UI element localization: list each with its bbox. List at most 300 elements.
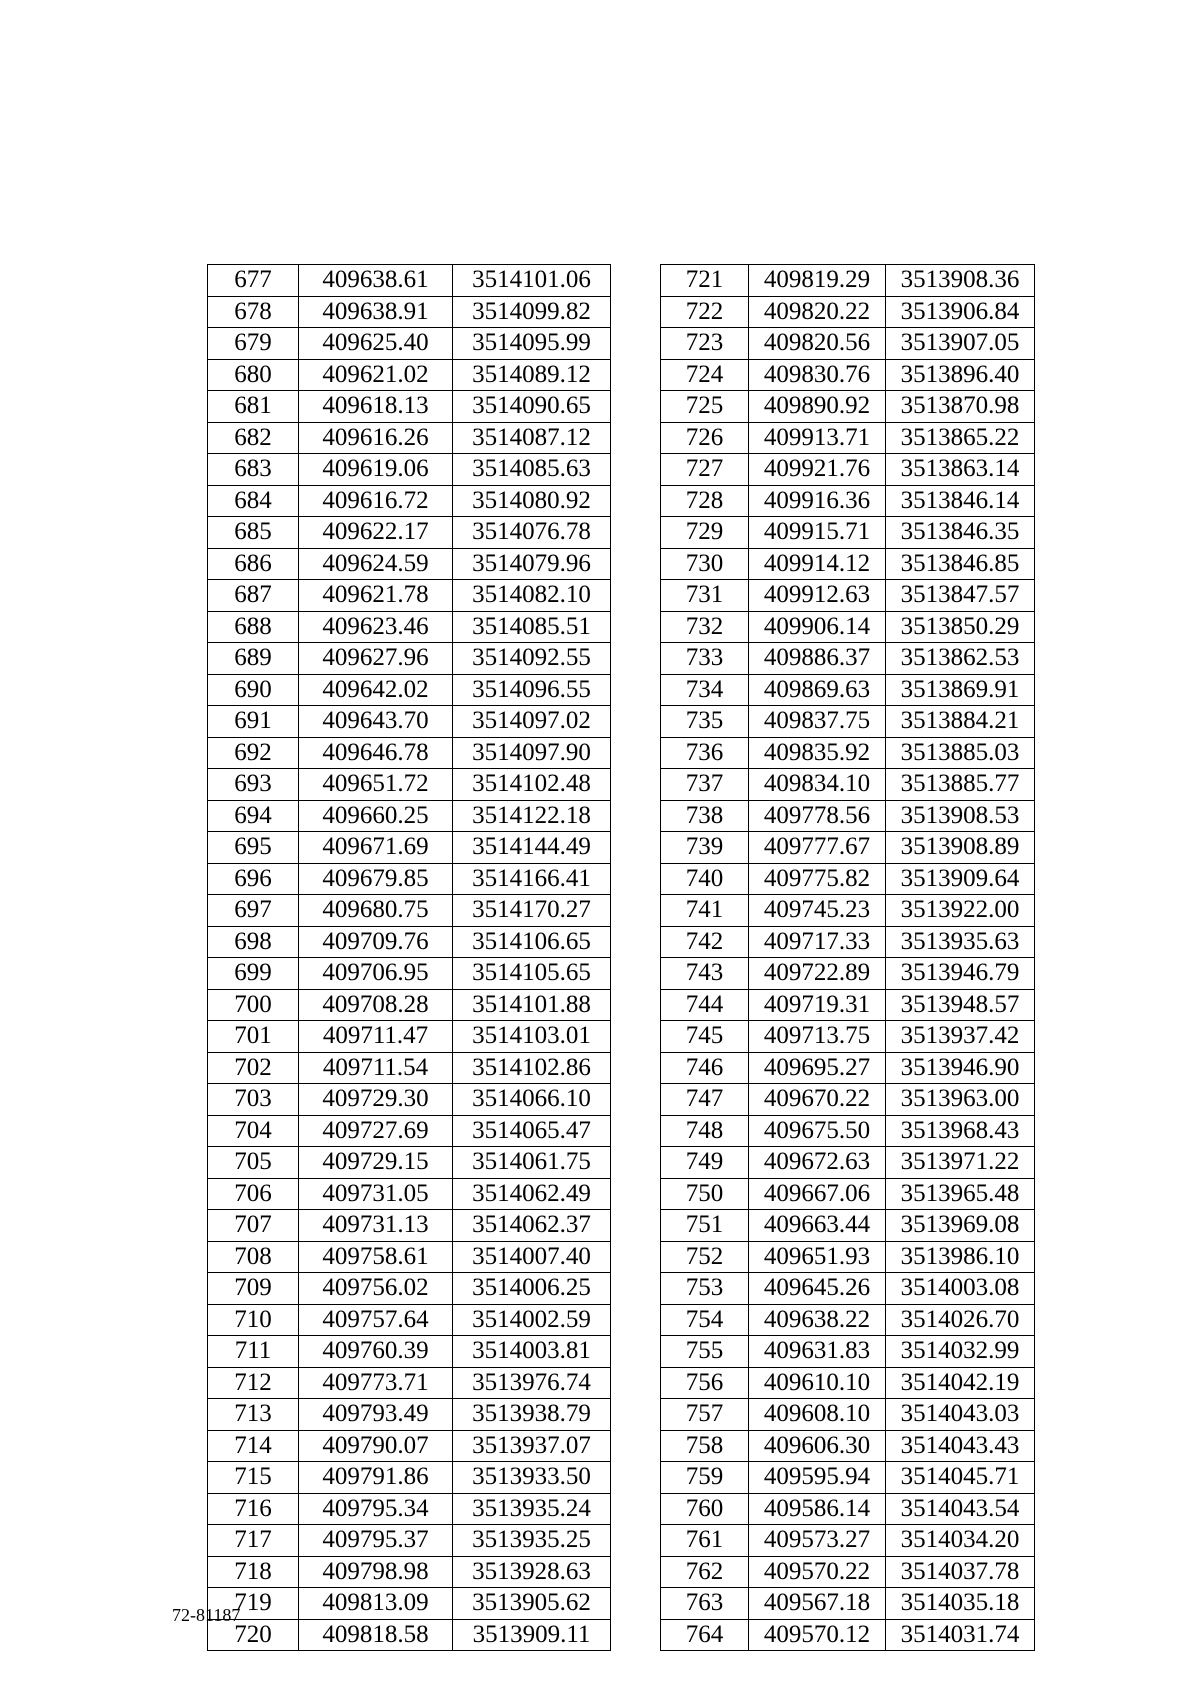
y-coordinate-cell: 3514066.10 (453, 1084, 611, 1116)
point-number-cell: 730 (661, 548, 749, 580)
y-coordinate-cell: 3514065.47 (453, 1115, 611, 1147)
x-coordinate-cell: 409573.27 (749, 1525, 886, 1557)
x-coordinate-cell: 409916.36 (749, 485, 886, 517)
x-coordinate-cell: 409757.64 (299, 1304, 453, 1336)
table-row (661, 422, 1035, 454)
x-coordinate-cell: 409567.18 (749, 1588, 886, 1620)
point-number-cell: 677 (208, 265, 299, 297)
point-number-cell: 735 (661, 706, 749, 738)
table-row (661, 643, 1035, 675)
y-coordinate-cell: 3513948.57 (886, 989, 1035, 1021)
y-coordinate-cell: 3513928.63 (453, 1556, 611, 1588)
table-row (208, 1147, 611, 1179)
table-row (208, 1525, 611, 1557)
y-coordinate-cell: 3513946.79 (886, 958, 1035, 990)
table-row (661, 1052, 1035, 1084)
y-coordinate-cell: 3513907.05 (886, 328, 1035, 360)
table-row (661, 926, 1035, 958)
y-coordinate-cell: 3514042.19 (886, 1367, 1035, 1399)
table-row (661, 674, 1035, 706)
x-coordinate-cell: 409621.78 (299, 580, 453, 612)
x-coordinate-cell: 409906.14 (749, 611, 886, 643)
point-number-cell: 691 (208, 706, 299, 738)
point-number-cell: 700 (208, 989, 299, 1021)
x-coordinate-cell: 409627.96 (299, 643, 453, 675)
y-coordinate-cell: 3514079.96 (453, 548, 611, 580)
point-number-cell: 690 (208, 674, 299, 706)
table-row (661, 1021, 1035, 1053)
x-coordinate-cell: 409729.30 (299, 1084, 453, 1116)
table-row (661, 1304, 1035, 1336)
table-row (661, 1115, 1035, 1147)
y-coordinate-cell: 3513847.57 (886, 580, 1035, 612)
x-coordinate-cell: 409915.71 (749, 517, 886, 549)
point-number-cell: 681 (208, 391, 299, 423)
table-row (661, 1462, 1035, 1494)
table-row (208, 1588, 611, 1620)
point-number-cell: 743 (661, 958, 749, 990)
x-coordinate-cell: 409651.72 (299, 769, 453, 801)
point-number-cell: 688 (208, 611, 299, 643)
table-body (208, 265, 611, 1651)
table-row (208, 706, 611, 738)
x-coordinate-cell: 409819.29 (749, 265, 886, 297)
x-coordinate-cell: 409818.58 (299, 1619, 453, 1651)
x-coordinate-cell: 409813.09 (299, 1588, 453, 1620)
y-coordinate-cell: 3514102.48 (453, 769, 611, 801)
point-number-cell: 702 (208, 1052, 299, 1084)
table-row (208, 737, 611, 769)
point-number-cell: 692 (208, 737, 299, 769)
point-number-cell: 733 (661, 643, 749, 675)
x-coordinate-cell: 409586.14 (749, 1493, 886, 1525)
table-row (661, 485, 1035, 517)
point-number-cell: 683 (208, 454, 299, 486)
table-row (661, 1619, 1035, 1651)
table-row (661, 265, 1035, 297)
y-coordinate-cell: 3514103.01 (453, 1021, 611, 1053)
table-row (661, 1399, 1035, 1431)
point-number-cell: 696 (208, 863, 299, 895)
table-row (661, 1525, 1035, 1557)
y-coordinate-cell: 3513863.14 (886, 454, 1035, 486)
point-number-cell: 678 (208, 296, 299, 328)
table-row (208, 296, 611, 328)
y-coordinate-cell: 3514087.12 (453, 422, 611, 454)
table-row (208, 265, 611, 297)
point-number-cell: 698 (208, 926, 299, 958)
table-row (208, 422, 611, 454)
point-number-cell: 720 (208, 1619, 299, 1651)
x-coordinate-cell: 409670.22 (749, 1084, 886, 1116)
x-coordinate-cell: 409795.34 (299, 1493, 453, 1525)
table-row (208, 1273, 611, 1305)
y-coordinate-cell: 3513908.89 (886, 832, 1035, 864)
x-coordinate-cell: 409660.25 (299, 800, 453, 832)
y-coordinate-cell: 3513938.79 (453, 1399, 611, 1431)
table-row (208, 580, 611, 612)
x-coordinate-cell: 409663.44 (749, 1210, 886, 1242)
y-coordinate-cell: 3513896.40 (886, 359, 1035, 391)
point-number-cell: 736 (661, 737, 749, 769)
point-number-cell: 741 (661, 895, 749, 927)
y-coordinate-cell: 3514090.65 (453, 391, 611, 423)
x-coordinate-cell: 409606.30 (749, 1430, 886, 1462)
y-coordinate-cell: 3513922.00 (886, 895, 1035, 927)
point-number-cell: 708 (208, 1241, 299, 1273)
point-number-cell: 716 (208, 1493, 299, 1525)
y-coordinate-cell: 3514085.63 (453, 454, 611, 486)
point-number-cell: 759 (661, 1462, 749, 1494)
table-row (208, 454, 611, 486)
y-coordinate-cell: 3514061.75 (453, 1147, 611, 1179)
x-coordinate-cell: 409645.26 (749, 1273, 886, 1305)
point-number-cell: 694 (208, 800, 299, 832)
point-number-cell: 693 (208, 769, 299, 801)
point-number-cell: 704 (208, 1115, 299, 1147)
y-coordinate-cell: 3513884.21 (886, 706, 1035, 738)
table-row (661, 611, 1035, 643)
point-number-cell: 706 (208, 1178, 299, 1210)
x-coordinate-cell: 409914.12 (749, 548, 886, 580)
x-coordinate-cell: 409731.05 (299, 1178, 453, 1210)
y-coordinate-cell: 3514170.27 (453, 895, 611, 927)
point-number-cell: 710 (208, 1304, 299, 1336)
x-coordinate-cell: 409912.63 (749, 580, 886, 612)
table-row (208, 1619, 611, 1651)
x-coordinate-cell: 409913.71 (749, 422, 886, 454)
point-number-cell: 697 (208, 895, 299, 927)
table-row (661, 1336, 1035, 1368)
x-coordinate-cell: 409638.61 (299, 265, 453, 297)
x-coordinate-cell: 409795.37 (299, 1525, 453, 1557)
table-row (661, 1367, 1035, 1399)
y-coordinate-cell: 3514097.02 (453, 706, 611, 738)
x-coordinate-cell: 409798.98 (299, 1556, 453, 1588)
x-coordinate-cell: 409921.76 (749, 454, 886, 486)
point-number-cell: 728 (661, 485, 749, 517)
table-row (208, 1021, 611, 1053)
point-number-cell: 748 (661, 1115, 749, 1147)
coordinate-table-right (660, 264, 1035, 1651)
x-coordinate-cell: 409623.46 (299, 611, 453, 643)
point-number-cell: 755 (661, 1336, 749, 1368)
y-coordinate-cell: 3514105.65 (453, 958, 611, 990)
y-coordinate-cell: 3513850.29 (886, 611, 1035, 643)
y-coordinate-cell: 3514034.20 (886, 1525, 1035, 1557)
table-row (208, 958, 611, 990)
table-row (661, 769, 1035, 801)
x-coordinate-cell: 409618.13 (299, 391, 453, 423)
y-coordinate-cell: 3513968.43 (886, 1115, 1035, 1147)
table-row (661, 1588, 1035, 1620)
x-coordinate-cell: 409773.71 (299, 1367, 453, 1399)
point-number-cell: 760 (661, 1493, 749, 1525)
y-coordinate-cell: 3514031.74 (886, 1619, 1035, 1651)
x-coordinate-cell: 409672.63 (749, 1147, 886, 1179)
y-coordinate-cell: 3514062.37 (453, 1210, 611, 1242)
y-coordinate-cell: 3513908.36 (886, 265, 1035, 297)
y-coordinate-cell: 3513905.62 (453, 1588, 611, 1620)
table-row (208, 1052, 611, 1084)
point-number-cell: 740 (661, 863, 749, 895)
point-number-cell: 682 (208, 422, 299, 454)
table-row (208, 485, 611, 517)
x-coordinate-cell: 409777.67 (749, 832, 886, 864)
y-coordinate-cell: 3513865.22 (886, 422, 1035, 454)
table-row (208, 548, 611, 580)
table-row (661, 548, 1035, 580)
table-row (208, 926, 611, 958)
table-row (208, 1241, 611, 1273)
document-code: 72-81187 (172, 1605, 241, 1625)
x-coordinate-cell: 409760.39 (299, 1336, 453, 1368)
y-coordinate-cell: 3514122.18 (453, 800, 611, 832)
x-coordinate-cell: 409886.37 (749, 643, 886, 675)
point-number-cell: 685 (208, 517, 299, 549)
table-row (661, 1556, 1035, 1588)
y-coordinate-cell: 3513862.53 (886, 643, 1035, 675)
point-number-cell: 707 (208, 1210, 299, 1242)
x-coordinate-cell: 409706.95 (299, 958, 453, 990)
y-coordinate-cell: 3513846.85 (886, 548, 1035, 580)
y-coordinate-cell: 3513885.77 (886, 769, 1035, 801)
table-row (208, 517, 611, 549)
table-row (208, 1493, 611, 1525)
table-row (661, 895, 1035, 927)
y-coordinate-cell: 3514089.12 (453, 359, 611, 391)
y-coordinate-cell: 3514099.82 (453, 296, 611, 328)
y-coordinate-cell: 3513986.10 (886, 1241, 1035, 1273)
point-number-cell: 699 (208, 958, 299, 990)
y-coordinate-cell: 3513846.35 (886, 517, 1035, 549)
point-number-cell: 756 (661, 1367, 749, 1399)
table-row (208, 895, 611, 927)
table-row (661, 580, 1035, 612)
table-row (208, 328, 611, 360)
y-coordinate-cell: 3514101.06 (453, 265, 611, 297)
point-number-cell: 734 (661, 674, 749, 706)
y-coordinate-cell: 3513906.84 (886, 296, 1035, 328)
point-number-cell: 754 (661, 1304, 749, 1336)
x-coordinate-cell: 409719.31 (749, 989, 886, 1021)
table-row (661, 1241, 1035, 1273)
point-number-cell: 717 (208, 1525, 299, 1557)
x-coordinate-cell: 409622.17 (299, 517, 453, 549)
y-coordinate-cell: 3514026.70 (886, 1304, 1035, 1336)
x-coordinate-cell: 409643.70 (299, 706, 453, 738)
y-coordinate-cell: 3513909.11 (453, 1619, 611, 1651)
table-row (661, 1493, 1035, 1525)
x-coordinate-cell: 409711.54 (299, 1052, 453, 1084)
y-coordinate-cell: 3513937.07 (453, 1430, 611, 1462)
table-row (661, 800, 1035, 832)
x-coordinate-cell: 409608.10 (749, 1399, 886, 1431)
y-coordinate-cell: 3513971.22 (886, 1147, 1035, 1179)
y-coordinate-cell: 3514043.03 (886, 1399, 1035, 1431)
table-row (661, 1210, 1035, 1242)
point-number-cell: 718 (208, 1556, 299, 1588)
y-coordinate-cell: 3513937.42 (886, 1021, 1035, 1053)
y-coordinate-cell: 3514166.41 (453, 863, 611, 895)
table-row (208, 989, 611, 1021)
x-coordinate-cell: 409610.10 (749, 1367, 886, 1399)
table-row (208, 674, 611, 706)
table-row (208, 863, 611, 895)
y-coordinate-cell: 3513870.98 (886, 391, 1035, 423)
x-coordinate-cell: 409722.89 (749, 958, 886, 990)
point-number-cell: 709 (208, 1273, 299, 1305)
x-coordinate-cell: 409729.15 (299, 1147, 453, 1179)
point-number-cell: 703 (208, 1084, 299, 1116)
y-coordinate-cell: 3514007.40 (453, 1241, 611, 1273)
table-row (208, 832, 611, 864)
point-number-cell: 714 (208, 1430, 299, 1462)
x-coordinate-cell: 409837.75 (749, 706, 886, 738)
point-number-cell: 719 (208, 1588, 299, 1620)
point-number-cell: 726 (661, 422, 749, 454)
table-row (208, 391, 611, 423)
y-coordinate-cell: 3513933.50 (453, 1462, 611, 1494)
point-number-cell: 757 (661, 1399, 749, 1431)
table-row (661, 958, 1035, 990)
table-row (661, 989, 1035, 1021)
x-coordinate-cell: 409745.23 (749, 895, 886, 927)
table-row (208, 1430, 611, 1462)
x-coordinate-cell: 409727.69 (299, 1115, 453, 1147)
x-coordinate-cell: 409638.22 (749, 1304, 886, 1336)
point-number-cell: 763 (661, 1588, 749, 1620)
y-coordinate-cell: 3514032.99 (886, 1336, 1035, 1368)
y-coordinate-cell: 3514006.25 (453, 1273, 611, 1305)
y-coordinate-cell: 3514080.92 (453, 485, 611, 517)
y-coordinate-cell: 3514003.08 (886, 1273, 1035, 1305)
x-coordinate-cell: 409624.59 (299, 548, 453, 580)
table-row (208, 359, 611, 391)
table-row (208, 1462, 611, 1494)
x-coordinate-cell: 409830.76 (749, 359, 886, 391)
y-coordinate-cell: 3514106.65 (453, 926, 611, 958)
point-number-cell: 762 (661, 1556, 749, 1588)
point-number-cell: 758 (661, 1430, 749, 1462)
y-coordinate-cell: 3514043.54 (886, 1493, 1035, 1525)
y-coordinate-cell: 3514085.51 (453, 611, 611, 643)
y-coordinate-cell: 3514043.43 (886, 1430, 1035, 1462)
y-coordinate-cell: 3514002.59 (453, 1304, 611, 1336)
y-coordinate-cell: 3514082.10 (453, 580, 611, 612)
y-coordinate-cell: 3513935.63 (886, 926, 1035, 958)
table-row (661, 1273, 1035, 1305)
x-coordinate-cell: 409671.69 (299, 832, 453, 864)
point-number-cell: 750 (661, 1178, 749, 1210)
x-coordinate-cell: 409709.76 (299, 926, 453, 958)
table-row (661, 1147, 1035, 1179)
x-coordinate-cell: 409631.83 (749, 1336, 886, 1368)
coordinate-table-left (207, 264, 611, 1651)
point-number-cell: 715 (208, 1462, 299, 1494)
point-number-cell: 725 (661, 391, 749, 423)
y-coordinate-cell: 3513908.53 (886, 800, 1035, 832)
y-coordinate-cell: 3513869.91 (886, 674, 1035, 706)
y-coordinate-cell: 3514003.81 (453, 1336, 611, 1368)
point-number-cell: 711 (208, 1336, 299, 1368)
x-coordinate-cell: 409570.12 (749, 1619, 886, 1651)
x-coordinate-cell: 409778.56 (749, 800, 886, 832)
point-number-cell: 738 (661, 800, 749, 832)
x-coordinate-cell: 409820.22 (749, 296, 886, 328)
point-number-cell: 712 (208, 1367, 299, 1399)
table-row (208, 1336, 611, 1368)
point-number-cell: 744 (661, 989, 749, 1021)
table-row (661, 1430, 1035, 1462)
y-coordinate-cell: 3513965.48 (886, 1178, 1035, 1210)
y-coordinate-cell: 3514095.99 (453, 328, 611, 360)
point-number-cell: 724 (661, 359, 749, 391)
y-coordinate-cell: 3513963.00 (886, 1084, 1035, 1116)
table-row (661, 1084, 1035, 1116)
x-coordinate-cell: 409834.10 (749, 769, 886, 801)
y-coordinate-cell: 3513909.64 (886, 863, 1035, 895)
x-coordinate-cell: 409679.85 (299, 863, 453, 895)
x-coordinate-cell: 409791.86 (299, 1462, 453, 1494)
x-coordinate-cell: 409680.75 (299, 895, 453, 927)
table-row (208, 1178, 611, 1210)
y-coordinate-cell: 3514045.71 (886, 1462, 1035, 1494)
point-number-cell: 722 (661, 296, 749, 328)
point-number-cell: 745 (661, 1021, 749, 1053)
table-row (208, 1084, 611, 1116)
x-coordinate-cell: 409595.94 (749, 1462, 886, 1494)
table-row (208, 643, 611, 675)
x-coordinate-cell: 409756.02 (299, 1273, 453, 1305)
x-coordinate-cell: 409731.13 (299, 1210, 453, 1242)
x-coordinate-cell: 409616.26 (299, 422, 453, 454)
x-coordinate-cell: 409890.92 (749, 391, 886, 423)
point-number-cell: 721 (661, 265, 749, 297)
point-number-cell: 689 (208, 643, 299, 675)
point-number-cell: 701 (208, 1021, 299, 1053)
point-number-cell: 680 (208, 359, 299, 391)
point-number-cell: 753 (661, 1273, 749, 1305)
x-coordinate-cell: 409835.92 (749, 737, 886, 769)
table-row (661, 737, 1035, 769)
y-coordinate-cell: 3514144.49 (453, 832, 611, 864)
point-number-cell: 752 (661, 1241, 749, 1273)
y-coordinate-cell: 3514076.78 (453, 517, 611, 549)
y-coordinate-cell: 3514097.90 (453, 737, 611, 769)
point-number-cell: 686 (208, 548, 299, 580)
table-row (661, 706, 1035, 738)
point-number-cell: 731 (661, 580, 749, 612)
table-row (208, 1210, 611, 1242)
x-coordinate-cell: 409708.28 (299, 989, 453, 1021)
table-row (661, 454, 1035, 486)
point-number-cell: 746 (661, 1052, 749, 1084)
x-coordinate-cell: 409793.49 (299, 1399, 453, 1431)
point-number-cell: 764 (661, 1619, 749, 1651)
x-coordinate-cell: 409642.02 (299, 674, 453, 706)
x-coordinate-cell: 409625.40 (299, 328, 453, 360)
table-row (661, 517, 1035, 549)
table-row (661, 328, 1035, 360)
x-coordinate-cell: 409695.27 (749, 1052, 886, 1084)
y-coordinate-cell: 3514037.78 (886, 1556, 1035, 1588)
table-row (208, 800, 611, 832)
table-row (661, 1178, 1035, 1210)
y-coordinate-cell: 3513846.14 (886, 485, 1035, 517)
point-number-cell: 713 (208, 1399, 299, 1431)
x-coordinate-cell: 409651.93 (749, 1241, 886, 1273)
